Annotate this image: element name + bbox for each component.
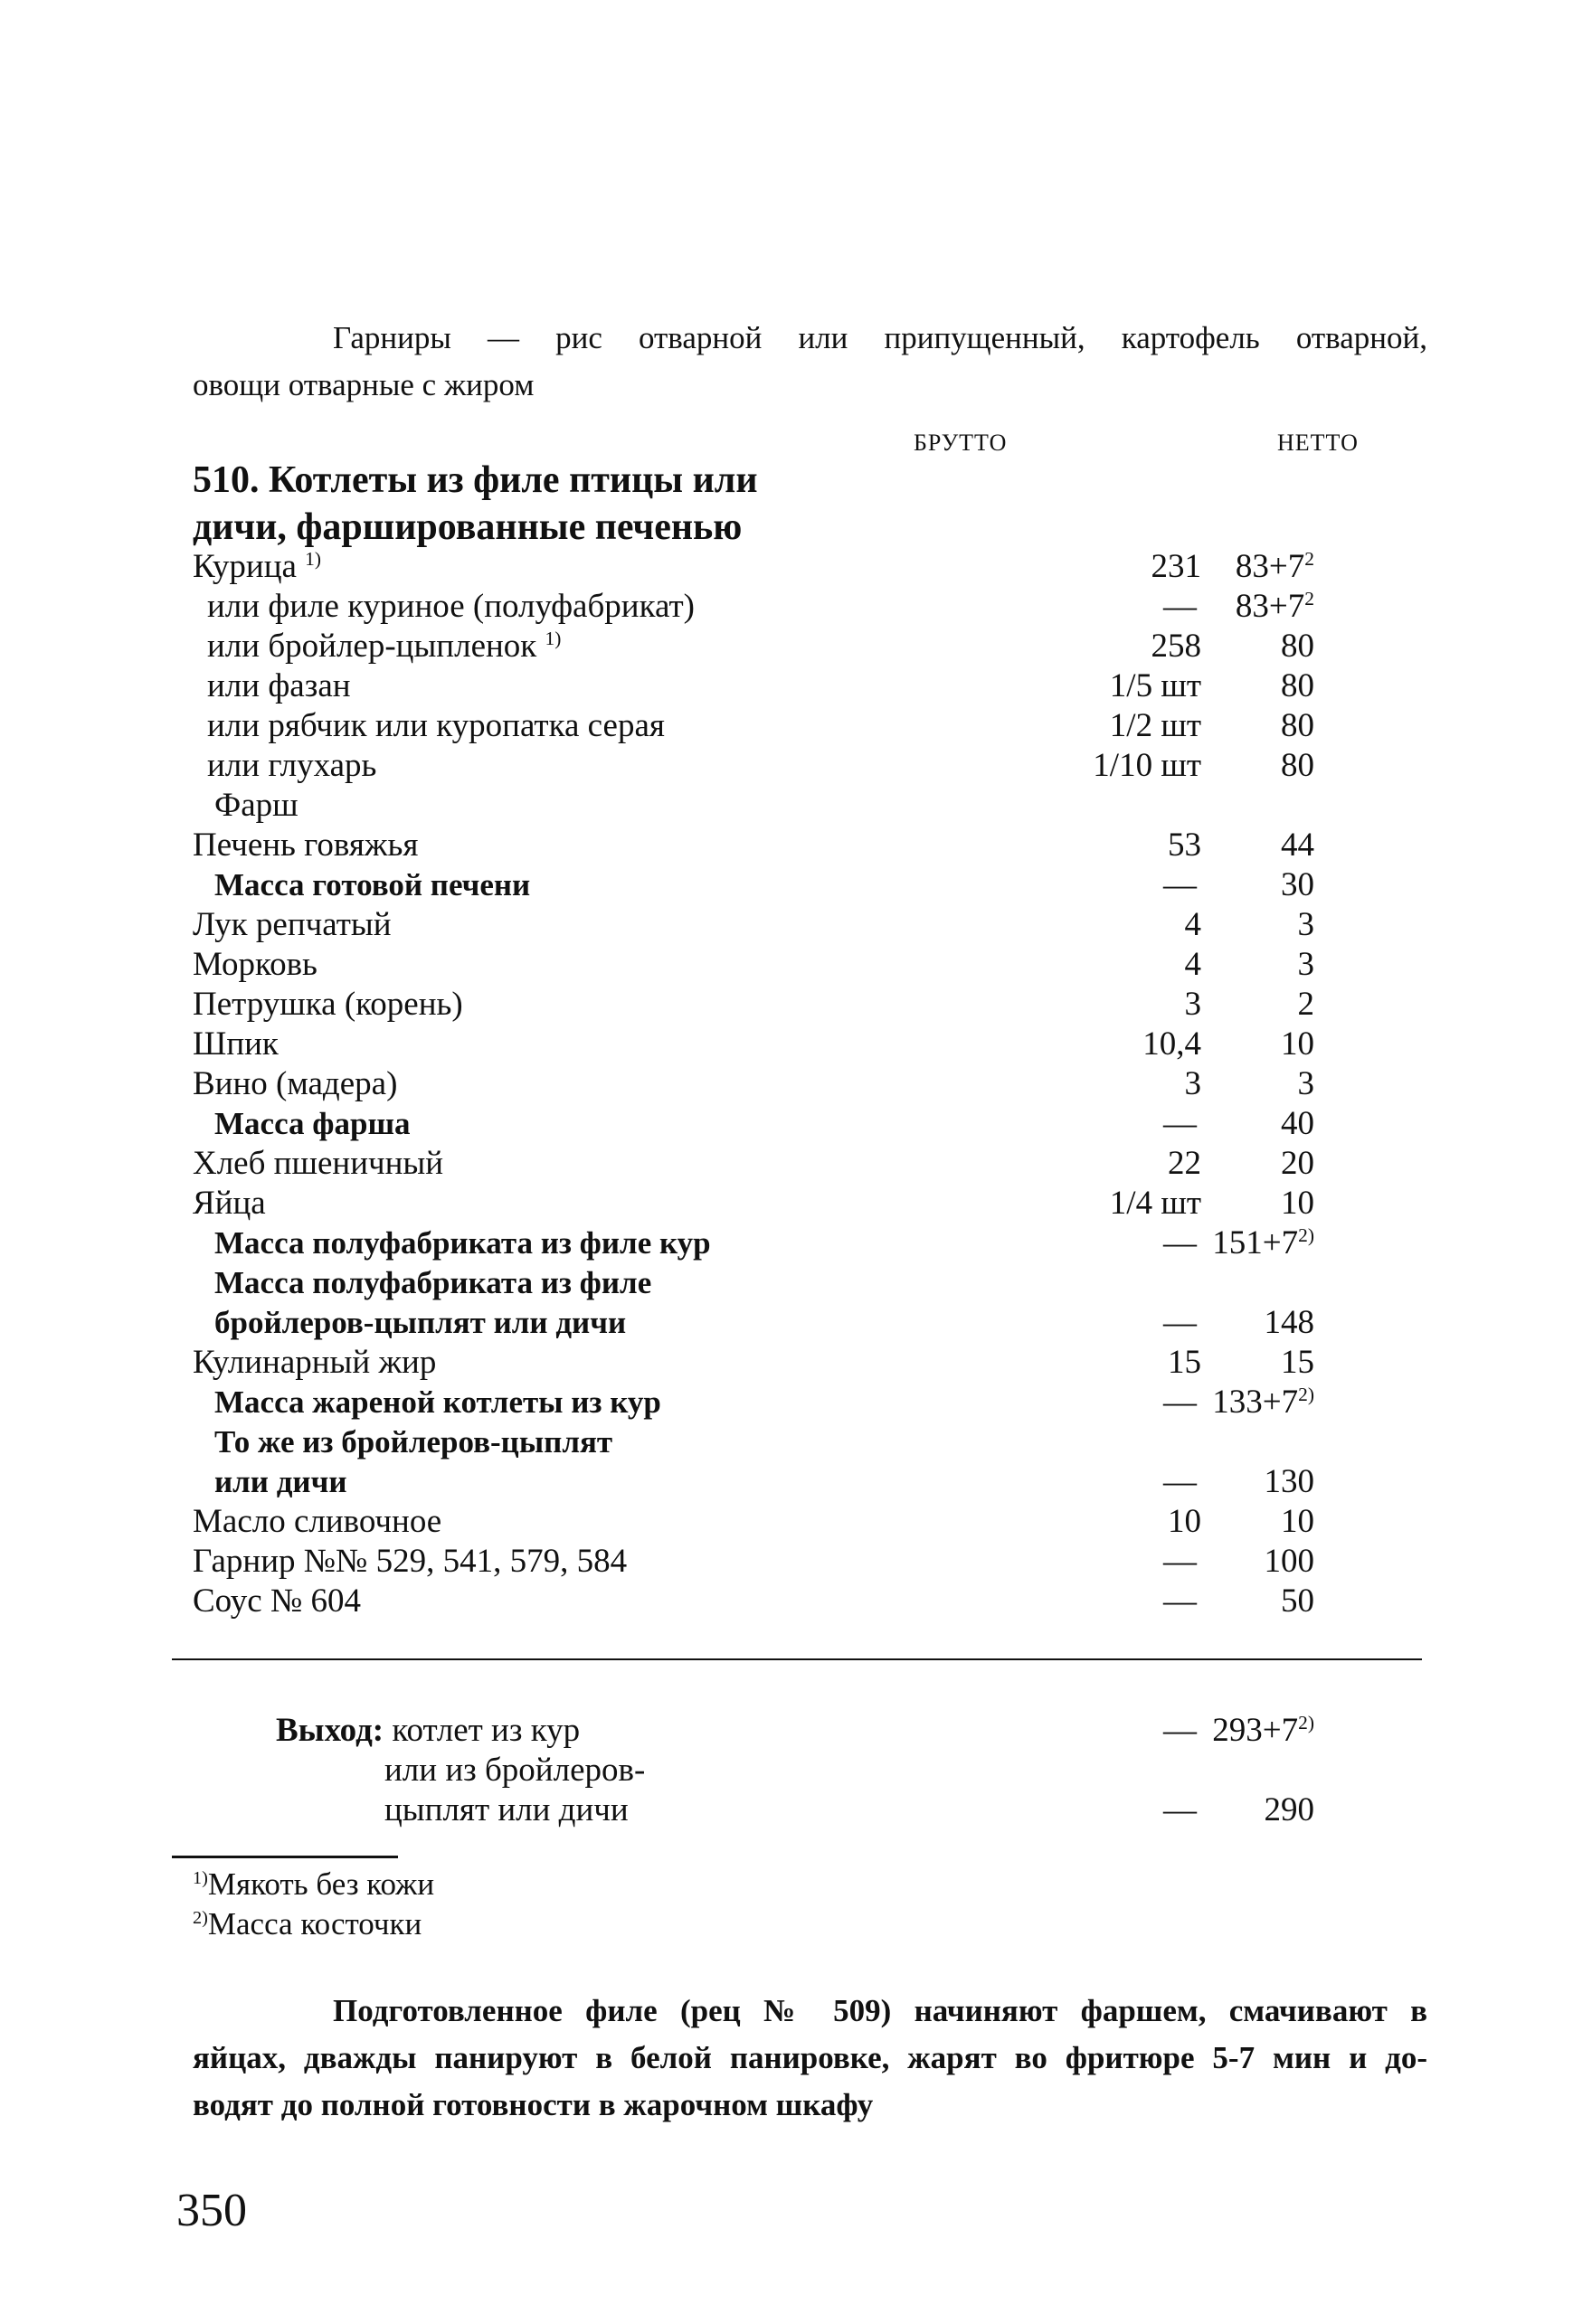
table-row [193, 1383, 1314, 1422]
netto-value [1043, 985, 1314, 1025]
netto-value [1043, 1104, 1314, 1144]
netto-value [1043, 547, 1314, 587]
netto-value [1043, 1025, 1314, 1064]
brutto-value: — [1163, 1463, 1197, 1500]
brutto-value: 3 [1184, 986, 1201, 1023]
netto-value-text: 80 [1281, 628, 1314, 665]
netto-value [1043, 706, 1314, 746]
closing-paragraph [193, 1988, 1427, 2129]
ingredient-name [214, 1303, 626, 1343]
ingredient-name-text: Курица [193, 548, 297, 585]
footnote-rule [172, 1856, 398, 1858]
netto-footnote-mark: 2) [1298, 1224, 1314, 1247]
ingredient-name [207, 587, 695, 627]
yield-line-3: цыплят или дичи [384, 1791, 629, 1828]
table-row [193, 1064, 1314, 1104]
table-row [193, 1462, 1314, 1502]
ingredient-name [193, 1184, 266, 1223]
table-row [193, 985, 1314, 1025]
netto-value [1043, 865, 1314, 905]
netto-value-text: 100 [1264, 1543, 1314, 1580]
footnote-1 [193, 1865, 434, 1904]
netto-value [1043, 627, 1314, 666]
ingredient-name-text: Шпик [193, 1025, 279, 1063]
table-row [193, 1263, 1314, 1303]
brutto-value: — [1163, 1543, 1197, 1580]
ingredient-name [193, 826, 418, 865]
netto-value [1043, 666, 1314, 706]
ingredient-name [214, 1104, 411, 1144]
ingredient-name-text: Масса готовой печени [214, 867, 531, 902]
yield-values-1 [193, 1711, 1314, 1751]
netto-value-text: 10 [1281, 1025, 1314, 1063]
netto-value [1043, 1383, 1314, 1422]
netto-value-text: 40 [1281, 1105, 1314, 1142]
ingredient-name [207, 706, 665, 746]
netto-value-text: 80 [1281, 707, 1314, 744]
brutto-value: 53 [1168, 827, 1201, 864]
yield-netto-1 [1043, 1711, 1314, 1751]
netto-value [1043, 1542, 1314, 1582]
ingredient-name-text: или бройлер-цыпленок [207, 628, 537, 665]
netto-value-text: 44 [1281, 827, 1314, 864]
ingredient-name-text: Масса фарша [214, 1106, 411, 1141]
brutto-value: 10,4 [1142, 1025, 1201, 1063]
closing-line-3: водят до полной готовности в жарочном шкафу [193, 2087, 874, 2122]
table-row [193, 1502, 1314, 1542]
yield-line-2: или из бройлеров- [384, 1752, 646, 1789]
ingredient-name-text: или филе куриное (полуфабрикат) [207, 588, 695, 625]
brutto-value: 10 [1168, 1503, 1201, 1540]
brutto-value: 231 [1151, 548, 1201, 585]
ingredient-name-text: Вино (мадера) [193, 1065, 398, 1102]
ingredient-name-text: Масса полуфабриката из филе кур [214, 1225, 711, 1261]
netto-value [1043, 587, 1314, 627]
ingredient-name [214, 865, 530, 905]
ingredient-name [193, 905, 392, 945]
closing-line-1: Подготовленное филе (рец № 509) начиняют фаршем, смачивают в [333, 1993, 1427, 2028]
netto-value-text: 80 [1281, 667, 1314, 704]
ingredient-name-text: бройлеров-цыплят или дичи [214, 1305, 627, 1340]
column-header-brutto: БРУТТО [914, 430, 1008, 456]
yield-line-1: котлет из кур [392, 1712, 581, 1749]
table-row [193, 1104, 1314, 1144]
netto-value [1043, 945, 1314, 985]
netto-value-text: 83+7 [1235, 588, 1305, 625]
ingredient-name [193, 1343, 436, 1383]
ingredient-name [214, 1223, 711, 1263]
recipe-title-line-2: дичи, фаршированные печенью [193, 506, 743, 548]
brutto-value: 258 [1151, 628, 1201, 665]
ingredient-footnote-mark: 1) [305, 548, 322, 571]
table-row [193, 1303, 1314, 1343]
brutto-value: 1/2 шт [1109, 707, 1201, 744]
brutto-value: 15 [1168, 1344, 1201, 1381]
table-row [193, 627, 1314, 666]
intro-line-2: овощи отварные с жиром [193, 367, 535, 402]
netto-value [1043, 1064, 1314, 1104]
ingredient-name [193, 1542, 627, 1582]
netto-value-text: 10 [1281, 1503, 1314, 1540]
yield-label: Выход: [276, 1712, 384, 1749]
footnote-2 [193, 1904, 422, 1944]
netto-value-text: 83+7 [1235, 548, 1305, 585]
ingredient-name [207, 746, 376, 786]
recipe-title [193, 457, 826, 551]
brutto-value: — [1163, 866, 1197, 903]
table-row [193, 1184, 1314, 1223]
brutto-value: 4 [1184, 906, 1201, 943]
netto-value [1043, 1184, 1314, 1223]
ingredient-name-text: Кулинарный жир [193, 1344, 437, 1381]
table-row [193, 945, 1314, 985]
brutto-value: — [1163, 588, 1197, 625]
brutto-value: 3 [1184, 1065, 1201, 1102]
netto-value [1043, 1343, 1314, 1383]
ingredient-name [214, 1263, 651, 1303]
ingredient-name-text: или фазан [207, 667, 351, 704]
netto-value [1043, 905, 1314, 945]
yield-brutto-1: — [1163, 1712, 1197, 1749]
netto-value-text: 133+7 [1212, 1384, 1299, 1421]
netto-value-text: 10 [1281, 1185, 1314, 1222]
netto-value-text: 130 [1264, 1463, 1314, 1500]
table-row [193, 1343, 1314, 1383]
brutto-value: 1/5 шт [1109, 667, 1201, 704]
column-header-netto: НЕТТО [1277, 430, 1359, 456]
netto-value [1043, 1223, 1314, 1263]
netto-value [1043, 826, 1314, 865]
netto-value [1043, 1303, 1314, 1343]
table-row [193, 666, 1314, 706]
netto-value-text: 151+7 [1212, 1224, 1299, 1261]
table-row [193, 706, 1314, 746]
brutto-value: — [1163, 1304, 1197, 1341]
table-row [193, 905, 1314, 945]
ingredient-name-text: То же из бройлеров-цыплят [214, 1424, 613, 1460]
netto-value [1043, 1582, 1314, 1621]
ingredient-name [193, 985, 463, 1025]
footnote-2-text: Масса косточки [207, 1906, 422, 1941]
ingredient-name [193, 547, 321, 587]
intro-paragraph [193, 315, 1427, 409]
table-row [193, 865, 1314, 905]
closing-line-2: яйцах, дважды панируют в белой панировке, жарят во фритюре 5-7 мин и до- [193, 2040, 1427, 2075]
yield-values-3 [193, 1790, 1314, 1830]
ingredient-name-text: Лук репчатый [193, 906, 392, 943]
netto-footnote-mark: 2) [1298, 1384, 1314, 1406]
netto-value-text: 3 [1297, 906, 1314, 943]
ingredient-name-text: Морковь [193, 946, 317, 983]
table-row [193, 1025, 1314, 1064]
brutto-value: 22 [1168, 1145, 1201, 1182]
netto-value-text: 2 [1297, 986, 1314, 1023]
ingredient-name [193, 1144, 443, 1184]
ingredient-name-text: Петрушка (корень) [193, 986, 463, 1023]
yield-netto-3: 290 [1264, 1791, 1314, 1828]
intro-line-1: Гарниры — рис отварной или припущенный, картофель отварной, [333, 320, 1427, 355]
netto-value-text: 3 [1297, 946, 1314, 983]
ingredient-name-text: Гарнир №№ 529, 541, 579, 584 [193, 1543, 628, 1580]
footnote-2-mark: 2) [193, 1907, 208, 1928]
table-row [193, 1542, 1314, 1582]
netto-value-text: 50 [1281, 1582, 1314, 1620]
table-row [193, 1223, 1314, 1263]
brutto-value: 1/4 шт [1109, 1185, 1201, 1222]
ingredient-name-text: Яйца [193, 1185, 266, 1222]
netto-footnote-mark: 2 [1304, 548, 1314, 571]
ingredient-name [193, 1025, 279, 1064]
netto-footnote-mark: 2 [1304, 588, 1314, 610]
ingredient-name-text: Масса жареной котлеты из кур [214, 1384, 661, 1420]
ingredient-name [214, 1383, 661, 1422]
ingredient-name [193, 945, 317, 985]
ingredient-name-text: Печень говяжья [193, 827, 419, 864]
ingredient-name-text: Соус № 604 [193, 1582, 361, 1620]
netto-value-text: 3 [1297, 1065, 1314, 1102]
ingredient-name-text: Фарш [214, 787, 298, 824]
recipe-title-line-1: 510. Котлеты из филе птицы или [193, 459, 758, 501]
ingredient-name [193, 1064, 397, 1104]
footnote-1-mark: 1) [193, 1867, 208, 1888]
table-row [193, 587, 1314, 627]
brutto-value: — [1163, 1384, 1197, 1421]
ingredient-name-text: или дичи [214, 1464, 347, 1499]
brutto-value: 4 [1184, 946, 1201, 983]
ingredient-name [214, 1422, 612, 1462]
brutto-value: 1/10 шт [1093, 747, 1201, 784]
ingredient-name [193, 1582, 361, 1621]
brutto-value: — [1163, 1582, 1197, 1620]
netto-value-text: 80 [1281, 747, 1314, 784]
table-row [193, 1582, 1314, 1621]
table-row [193, 547, 1314, 587]
yield-netto-1-value: 293+7 [1212, 1712, 1299, 1749]
table-divider [172, 1658, 1422, 1660]
netto-value [1043, 1144, 1314, 1184]
ingredient-name-text: Хлеб пшеничный [193, 1145, 444, 1182]
ingredient-footnote-mark: 1) [545, 628, 562, 650]
netto-value-text: 20 [1281, 1145, 1314, 1182]
yield-netto-1-footnote: 2) [1298, 1712, 1314, 1734]
ingredient-name-text: или глухарь [207, 747, 377, 784]
netto-value [1043, 1502, 1314, 1542]
brutto-value: — [1163, 1224, 1197, 1261]
ingredient-name [214, 786, 298, 826]
ingredient-name [207, 666, 351, 706]
netto-value-text: 30 [1281, 866, 1314, 903]
netto-value [1043, 746, 1314, 786]
table-row [193, 1144, 1314, 1184]
table-row [193, 826, 1314, 865]
ingredient-name-text: Масло сливочное [193, 1503, 442, 1540]
table-row [193, 786, 1314, 826]
table-row [193, 1422, 1314, 1462]
yield-brutto-3: — [1163, 1791, 1197, 1828]
netto-value-text: 15 [1281, 1344, 1314, 1381]
netto-value-text: 148 [1264, 1304, 1314, 1341]
page-number: 350 [176, 2185, 247, 2236]
netto-value [1043, 1462, 1314, 1502]
ingredient-name [193, 1502, 441, 1542]
brutto-value: — [1163, 1105, 1197, 1142]
ingredient-name-text: Масса полуфабриката из филе [214, 1265, 652, 1300]
ingredient-name [207, 627, 561, 666]
ingredient-name [214, 1462, 347, 1502]
ingredient-name-text: или рябчик или куропатка серая [207, 707, 665, 744]
footnote-1-text: Мякоть без кожи [207, 1866, 435, 1902]
table-row [193, 746, 1314, 786]
